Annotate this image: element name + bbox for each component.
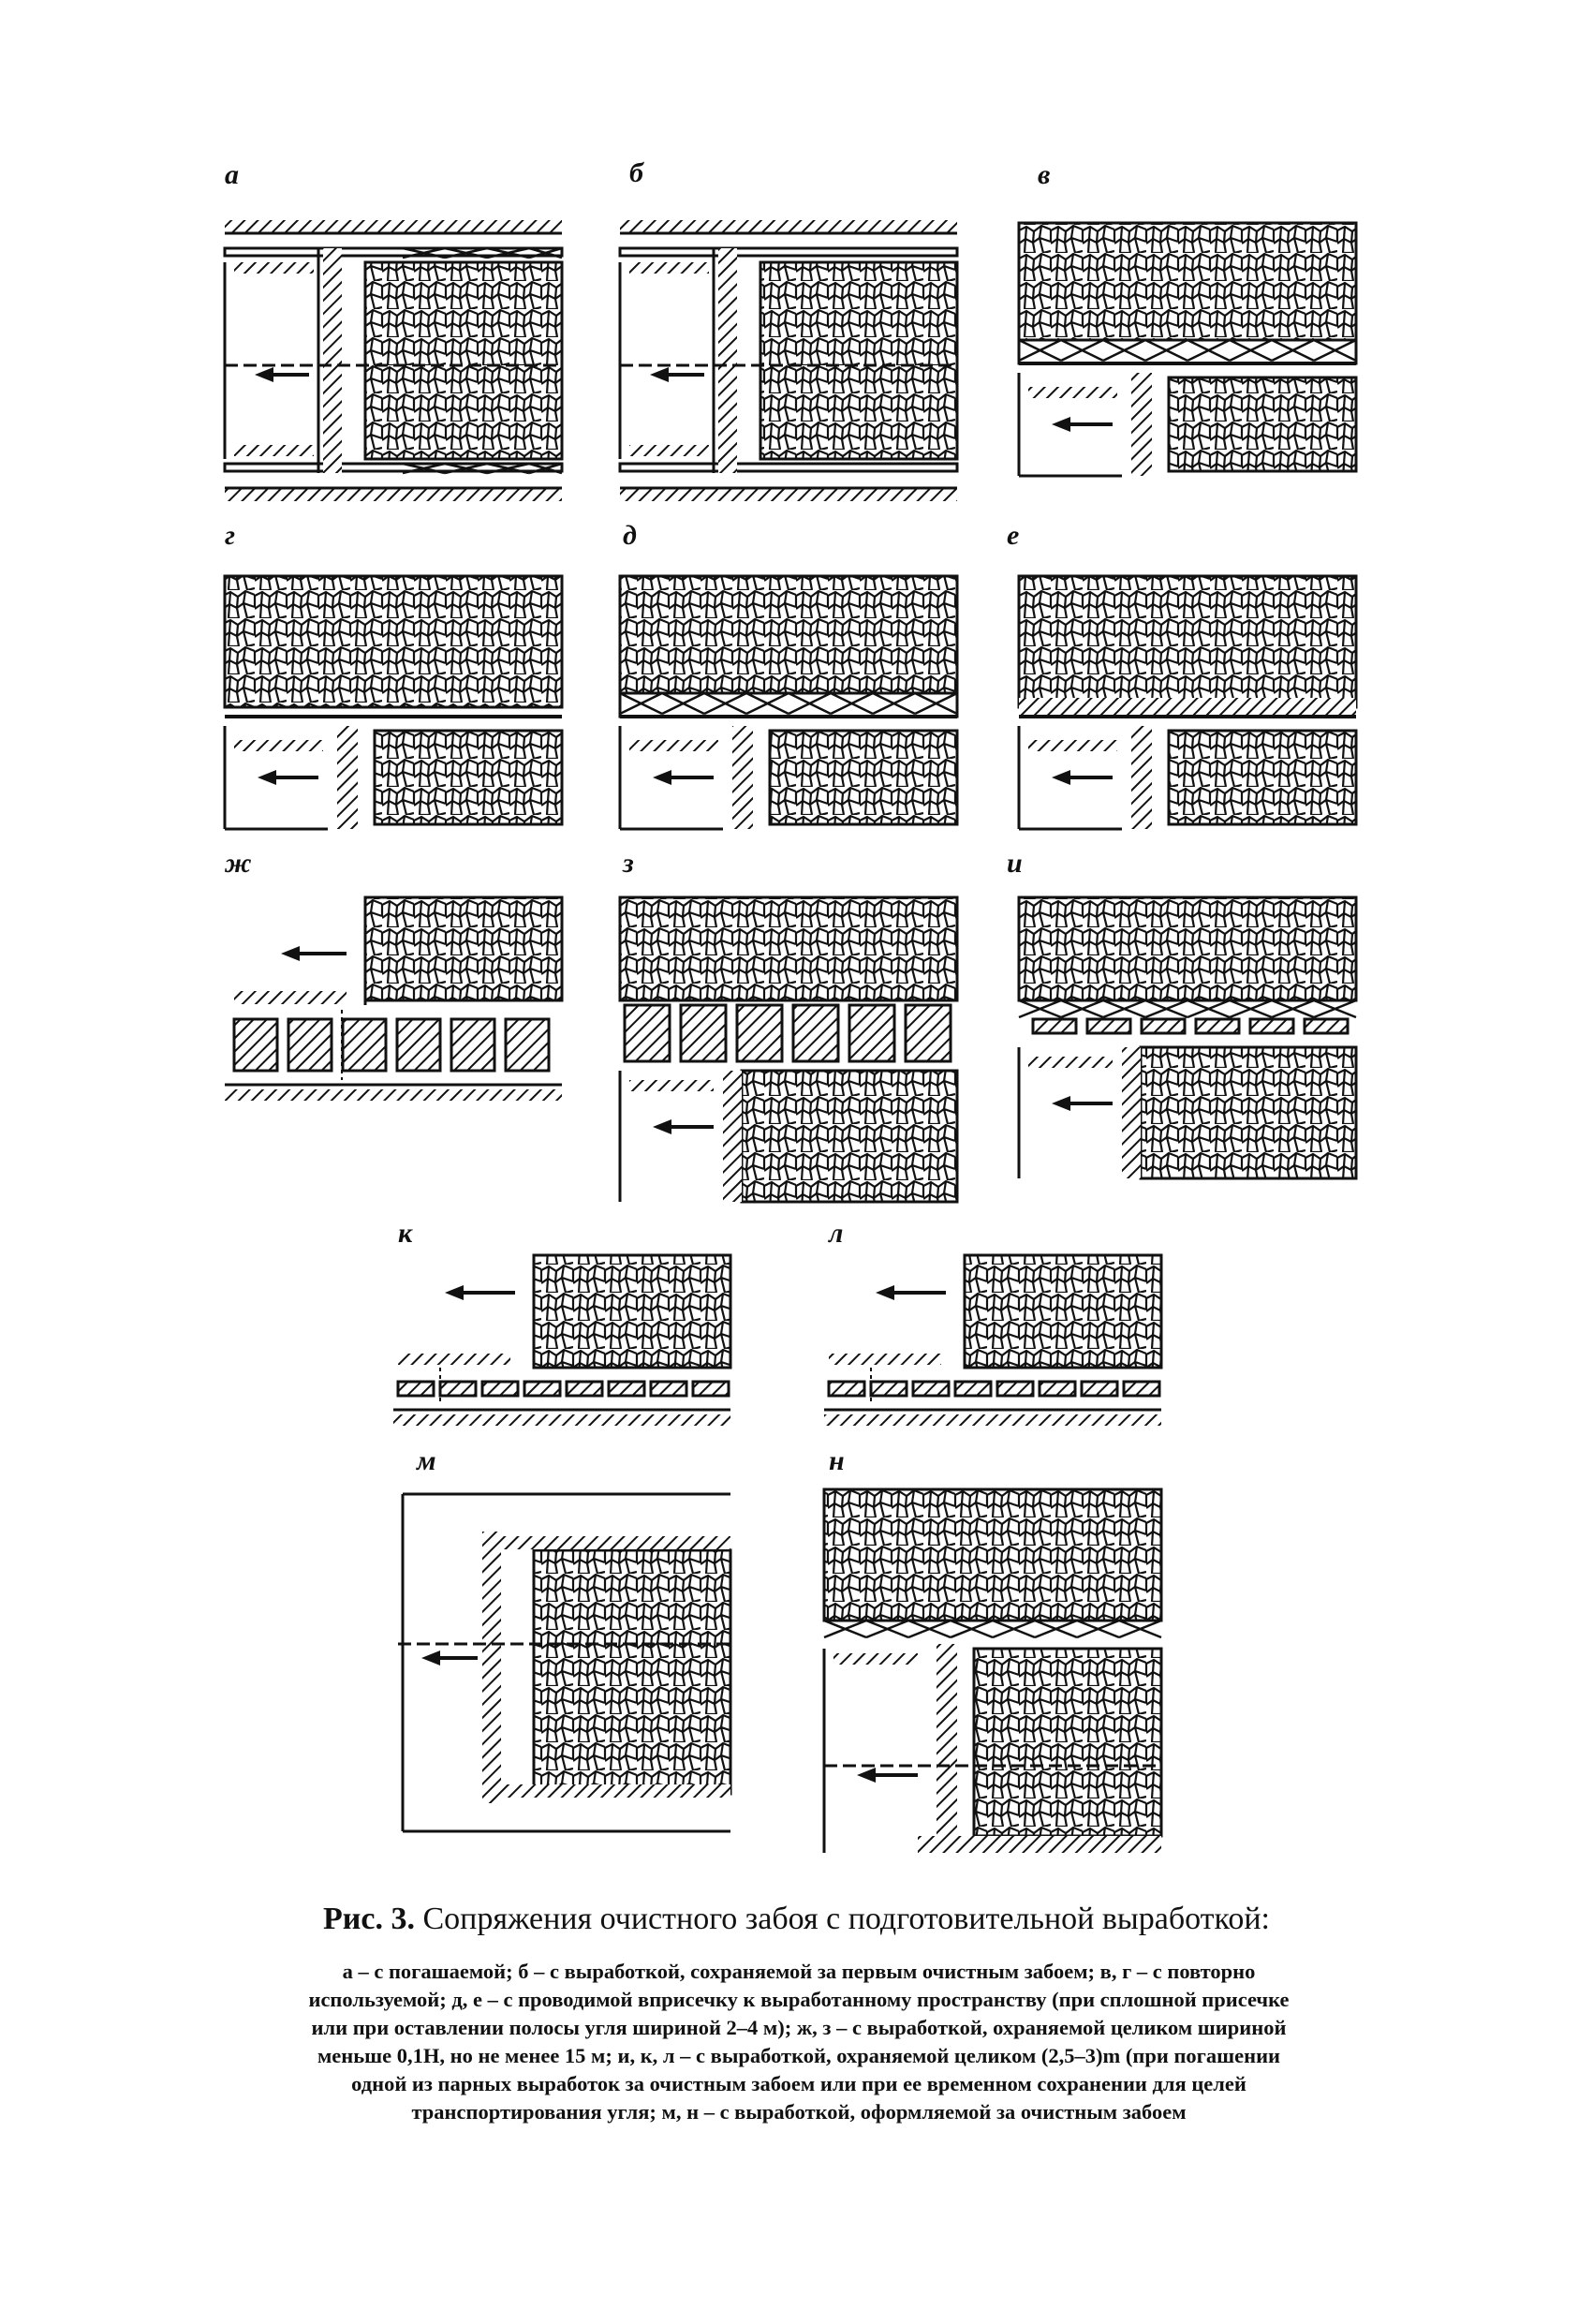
panel-v-goaf-top [1019, 223, 1356, 354]
panel-v-wall [1028, 387, 1117, 398]
panel-k-wall [398, 1354, 510, 1365]
panel-n-xs [824, 1621, 1161, 1637]
panel-l-pillar-4 [997, 1382, 1033, 1396]
panel-l-pillar-0 [829, 1382, 864, 1396]
panel-i-pillar-0 [1033, 1019, 1076, 1033]
panel-z-pillar-1 [681, 1005, 726, 1061]
panel-a-wall-t [234, 262, 314, 274]
panel-label-i: и [1007, 848, 1023, 879]
panel-g-goaf-bot [375, 731, 562, 824]
panel-k-floor [393, 1414, 730, 1426]
panel-k-pillar-3 [524, 1382, 560, 1396]
panel-l-pillar-6 [1082, 1382, 1117, 1396]
panel-l-wall [829, 1354, 941, 1365]
panel-zh-goaf [365, 897, 562, 1000]
panel-l-pillar-1 [871, 1382, 907, 1396]
panel-e-goaf-top [1019, 576, 1356, 707]
panel-g-wall [234, 740, 323, 751]
panel-g-pillar [337, 726, 358, 829]
panel-i-pillar-4 [1250, 1019, 1293, 1033]
panel-k-arrow-head [445, 1285, 464, 1300]
panel-a-pillar [323, 248, 342, 473]
panel-m-bottom-wall [496, 1784, 730, 1798]
panel-a-wall-b [234, 445, 314, 456]
panel-z-pillar-3 [793, 1005, 838, 1061]
panel-b-band-top [620, 248, 957, 256]
panel-zh-arrow-head [281, 946, 300, 961]
caption-title-text: Сопряжения очистного забоя с подготовительной выработкой: [414, 1902, 1270, 1936]
panel-d-goaf-bot [770, 731, 957, 824]
panel-k-goaf [534, 1255, 730, 1368]
panel-m-goaf [534, 1550, 730, 1794]
panel-k-pillar-2 [482, 1382, 518, 1396]
panel-label-e: е [1007, 520, 1020, 551]
panel-label-b: б [629, 157, 643, 188]
panel-n-goaf-top [824, 1489, 1161, 1621]
panel-k-pillar-1 [440, 1382, 476, 1396]
panel-zh-pillar-3 [397, 1019, 440, 1071]
panel-label-v: в [1038, 159, 1051, 190]
panel-n-post [937, 1644, 957, 1850]
panel-l-floor [824, 1414, 1161, 1426]
panel-k-pillar-6 [651, 1382, 686, 1396]
panel-z-arrow-head [653, 1119, 671, 1134]
panel-b-pillar [718, 248, 737, 473]
panel-m-top-wall [496, 1536, 730, 1549]
panel-e-strip [1019, 698, 1356, 715]
panel-a-arrow-head [255, 367, 273, 382]
panel-e-arrow-head [1052, 770, 1070, 785]
panel-m-arrow-head [421, 1650, 440, 1665]
panel-l-arrow-head [876, 1285, 894, 1300]
panel-z-pillar-0 [625, 1005, 670, 1061]
panel-b-goaf [760, 262, 957, 459]
panel-i-wall [1028, 1057, 1113, 1068]
panel-a-roof [225, 220, 562, 233]
panel-i-goaf-top [1019, 897, 1356, 1000]
panel-e-wall [1028, 740, 1117, 751]
panel-g-goaf-top [225, 576, 562, 707]
panel-zh-pillar-0 [234, 1019, 277, 1071]
panel-i-post [1122, 1047, 1141, 1178]
panel-l-pillar-3 [955, 1382, 991, 1396]
panel-b-roof [620, 220, 957, 233]
panel-i-pillar-5 [1305, 1019, 1348, 1033]
panel-z-wall [629, 1080, 714, 1091]
panel-l-pillar-2 [913, 1382, 949, 1396]
caption-prefix: Рис. 3. [323, 1902, 415, 1936]
panel-zh-floor [225, 1089, 562, 1101]
panel-v-arrow-head [1052, 417, 1070, 432]
panel-a-goaf [365, 262, 562, 459]
panel-zh-pillar-1 [288, 1019, 332, 1071]
panel-label-zh: ж [225, 848, 252, 879]
panel-l-pillar-7 [1124, 1382, 1159, 1396]
panel-n-floor [918, 1836, 1161, 1853]
panel-z-pillar-4 [849, 1005, 894, 1061]
panel-b-floor [620, 488, 957, 501]
panel-zh-pillar-4 [451, 1019, 494, 1071]
panel-z-post [723, 1071, 742, 1202]
panel-k-pillar-4 [567, 1382, 602, 1396]
panel-label-a: а [225, 159, 239, 190]
panel-d-arrow-head [653, 770, 671, 785]
panel-zh-wall [234, 991, 347, 1004]
panel-m-post [482, 1532, 501, 1803]
panel-label-n: н [829, 1445, 845, 1476]
panel-z-goaf-top [620, 897, 957, 1000]
panel-z-goaf-bot [742, 1071, 957, 1202]
panel-i-arrow-head [1052, 1096, 1070, 1111]
panel-n-wall [833, 1653, 918, 1665]
panel-z-pillar-2 [737, 1005, 782, 1061]
panel-v-goaf-bot [1169, 377, 1356, 471]
panel-l-goaf [965, 1255, 1161, 1368]
panel-b-arrow-head [650, 367, 669, 382]
panel-label-l: л [829, 1218, 844, 1249]
panel-i-xs [1019, 1000, 1356, 1017]
panel-b-band-bot [620, 464, 957, 471]
panel-i-pillar-3 [1196, 1019, 1239, 1033]
panel-d-wall [629, 740, 718, 751]
panel-label-k: к [398, 1218, 413, 1249]
panel-e-goaf-bot [1169, 731, 1356, 824]
panel-b-wall-t [629, 262, 709, 274]
caption-body: а – с погашаемой; б – с выработкой, сохраняемой за первым очистным забоем; в, г – с повторно используемой; д, е – с проводимой вприсечку к выработанному пространству (при сплошной присечке или при оставлении полосы угля шириной 2–4 м); ж, з – с выработкой, охраняемой целиком шириной меньше 0,1H, но не менее 15 м; и, к, л – с выработкой, охраняемой целиком (2,5–3)m (при погашении одной из парных выработок за очистным забоем или при ее временном сохранении для целей транспортирования угля; м, н – с выработкой, оформляемой за очистным забоем [308, 1960, 1290, 2124]
panel-e-pillar [1131, 726, 1152, 829]
panel-a-floor [225, 488, 562, 501]
panel-d-goaf-top [620, 576, 957, 707]
panel-d-pillar [732, 726, 753, 829]
panel-l-pillar-5 [1040, 1382, 1075, 1396]
panel-i-pillar-1 [1087, 1019, 1130, 1033]
panel-label-m: м [417, 1445, 436, 1476]
panel-k-pillar-0 [398, 1382, 434, 1396]
panel-label-g: г [225, 520, 236, 551]
panel-n-arrow-head [857, 1768, 876, 1783]
panel-g-arrow-head [258, 770, 276, 785]
panel-b-wall-b [629, 445, 709, 456]
panel-label-z: з [623, 848, 634, 879]
panel-n-goaf-bot [974, 1649, 1161, 1836]
panel-zh-pillar-5 [506, 1019, 549, 1071]
panel-i-pillar-2 [1142, 1019, 1185, 1033]
panel-label-d: д [623, 520, 637, 551]
panel-i-goaf-bot [1141, 1047, 1356, 1178]
panel-k-pillar-5 [609, 1382, 644, 1396]
caption-title [0, 1902, 1593, 1937]
panel-k-pillar-7 [693, 1382, 729, 1396]
panel-zh-pillar-2 [343, 1019, 386, 1071]
panel-v-pillar [1131, 373, 1152, 476]
panel-z-pillar-5 [906, 1005, 951, 1061]
